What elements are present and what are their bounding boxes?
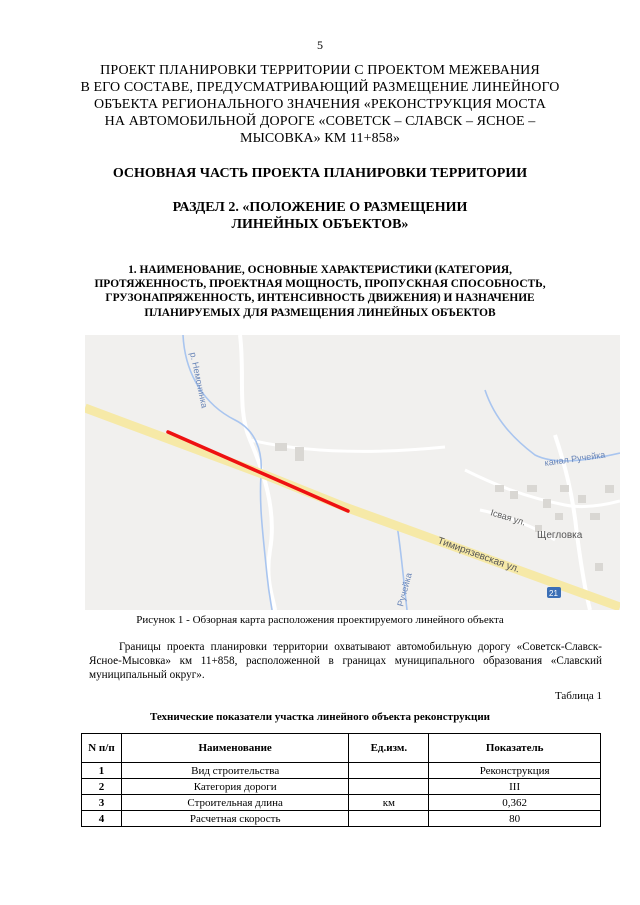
section-title-line: РАЗДЕЛ 2. «ПОЛОЖЕНИЕ О РАЗМЕЩЕНИИ: [172, 200, 468, 215]
figure-caption: Рисунок 1 - Обзорная карта расположения проектируемого линейного объекта: [136, 614, 504, 626]
cell-number: 4: [82, 811, 122, 827]
building: [275, 443, 287, 451]
project-title-line: НА АВТОМОБИЛЬНОЙ ДОРОГЕ «СОВЕТСК – СЛАВСК – ЯСНОЕ –: [104, 114, 536, 129]
header-value: Показатель: [429, 734, 601, 763]
page-number: 5: [317, 38, 323, 52]
cell-unit: [349, 779, 429, 795]
technical-indicators-table: [81, 733, 601, 827]
table-label: Таблица 1: [554, 690, 602, 702]
building: [527, 485, 537, 492]
table-row: [82, 763, 601, 779]
part-title: ОСНОВНАЯ ЧАСТЬ ПРОЕКТА ПЛАНИРОВКИ ТЕРРИТОРИИ: [112, 166, 528, 181]
building: [595, 563, 603, 571]
header-unit: Ед.изм.: [349, 734, 429, 763]
cell-value: 0,362: [429, 795, 601, 811]
cell-number: 2: [82, 779, 122, 795]
cell-name: Строительная длина: [121, 795, 349, 811]
label-village: Щегловка: [537, 530, 583, 541]
subsection-title-line: ПРОТЯЖЕННОСТЬ, ПРОЕКТНАЯ МОЩНОСТЬ, ПРОПУСКНАЯ СПОСОБНОСТЬ,: [94, 278, 546, 291]
project-title: [60, 62, 580, 147]
building: [605, 485, 614, 493]
table-row: [82, 795, 601, 811]
body-paragraph: Границы проекта планировки территории охватывают автомобильную дорогу «Советск-Славск-Ясное-Мысовка» км 11+858, расположенной в границах муниципального образования «Славский муниципальный округ».: [89, 641, 602, 681]
overview-map-svg: [85, 335, 620, 610]
subsection-title-line: 1. НАИМЕНОВАНИЕ, ОСНОВНЫЕ ХАРАКТЕРИСТИКИ (КАТЕГОРИЯ,: [128, 264, 512, 276]
project-title-line: ПРОЕКТ ПЛАНИРОВКИ ТЕРРИТОРИИ С ПРОЕКТОМ МЕЖЕВАНИЯ: [100, 63, 540, 78]
cell-name: Вид строительства: [121, 763, 349, 779]
cell-name: Расчетная скорость: [121, 811, 349, 827]
subsection-title-line: ГРУЗОНАПРЯЖЕННОСТЬ, ИНТЕНСИВНОСТЬ ДВИЖЕНИЯ) И НАЗНАЧЕНИЕ: [105, 292, 535, 305]
building: [495, 485, 504, 492]
table-header-row: [82, 734, 601, 763]
table-row: [82, 779, 601, 795]
building: [555, 513, 563, 520]
cell-value: Реконструкция: [429, 763, 601, 779]
project-title-line: ОБЪЕКТА РЕГИОНАЛЬНОГО ЗНАЧЕНИЯ «РЕКОНСТРУКЦИЯ МОСТА: [94, 97, 546, 112]
cell-unit: км: [349, 795, 429, 811]
header-number: N п/п: [82, 734, 122, 763]
subsection-title: [78, 263, 562, 320]
label-street-timiryazev: Тимирязевская ул.: [435, 535, 522, 576]
project-title-line: МЫСОВКА» КМ 11+858»: [240, 131, 400, 146]
building: [578, 495, 586, 503]
cell-value: III: [429, 779, 601, 795]
section-title: [80, 199, 560, 233]
building: [590, 513, 600, 520]
cell-number: 1: [82, 763, 122, 779]
cell-name: Категория дороги: [121, 779, 349, 795]
label-river-nemonka: р. Немонинка: [188, 351, 210, 409]
label-street-new: Ісвая ул.: [489, 507, 527, 528]
cell-number: 3: [82, 795, 122, 811]
building: [560, 485, 569, 492]
cell-value: 80: [429, 811, 601, 827]
map-background: [85, 335, 620, 610]
label-river-ruchejka: Ручейка: [395, 571, 414, 608]
cell-unit: [349, 763, 429, 779]
label-canal: канал Ручейка: [543, 449, 606, 468]
building: [295, 447, 304, 461]
section-title-line: ЛИНЕЙНЫХ ОБЪЕКТОВ»: [231, 217, 409, 232]
project-title-line: В ЕГО СОСТАВЕ, ПРЕДУСМАТРИВАЮЩИЙ РАЗМЕЩЕНИЕ ЛИНЕЙНОГО: [80, 80, 560, 95]
table-row: [82, 811, 601, 827]
subsection-title-line: ПЛАНИРУЕМЫХ ДЛЯ РАЗМЕЩЕНИЯ ЛИНЕЙНЫХ ОБЪЕКТОВ: [144, 306, 496, 319]
header-name: Наименование: [121, 734, 349, 763]
building: [510, 491, 518, 499]
building: [543, 499, 551, 508]
overview-map: [85, 335, 620, 610]
road-number-badge-text: 21: [549, 589, 558, 598]
cell-unit: [349, 811, 429, 827]
table-title: Технические показатели участка линейного объекта реконструкции: [149, 711, 491, 723]
